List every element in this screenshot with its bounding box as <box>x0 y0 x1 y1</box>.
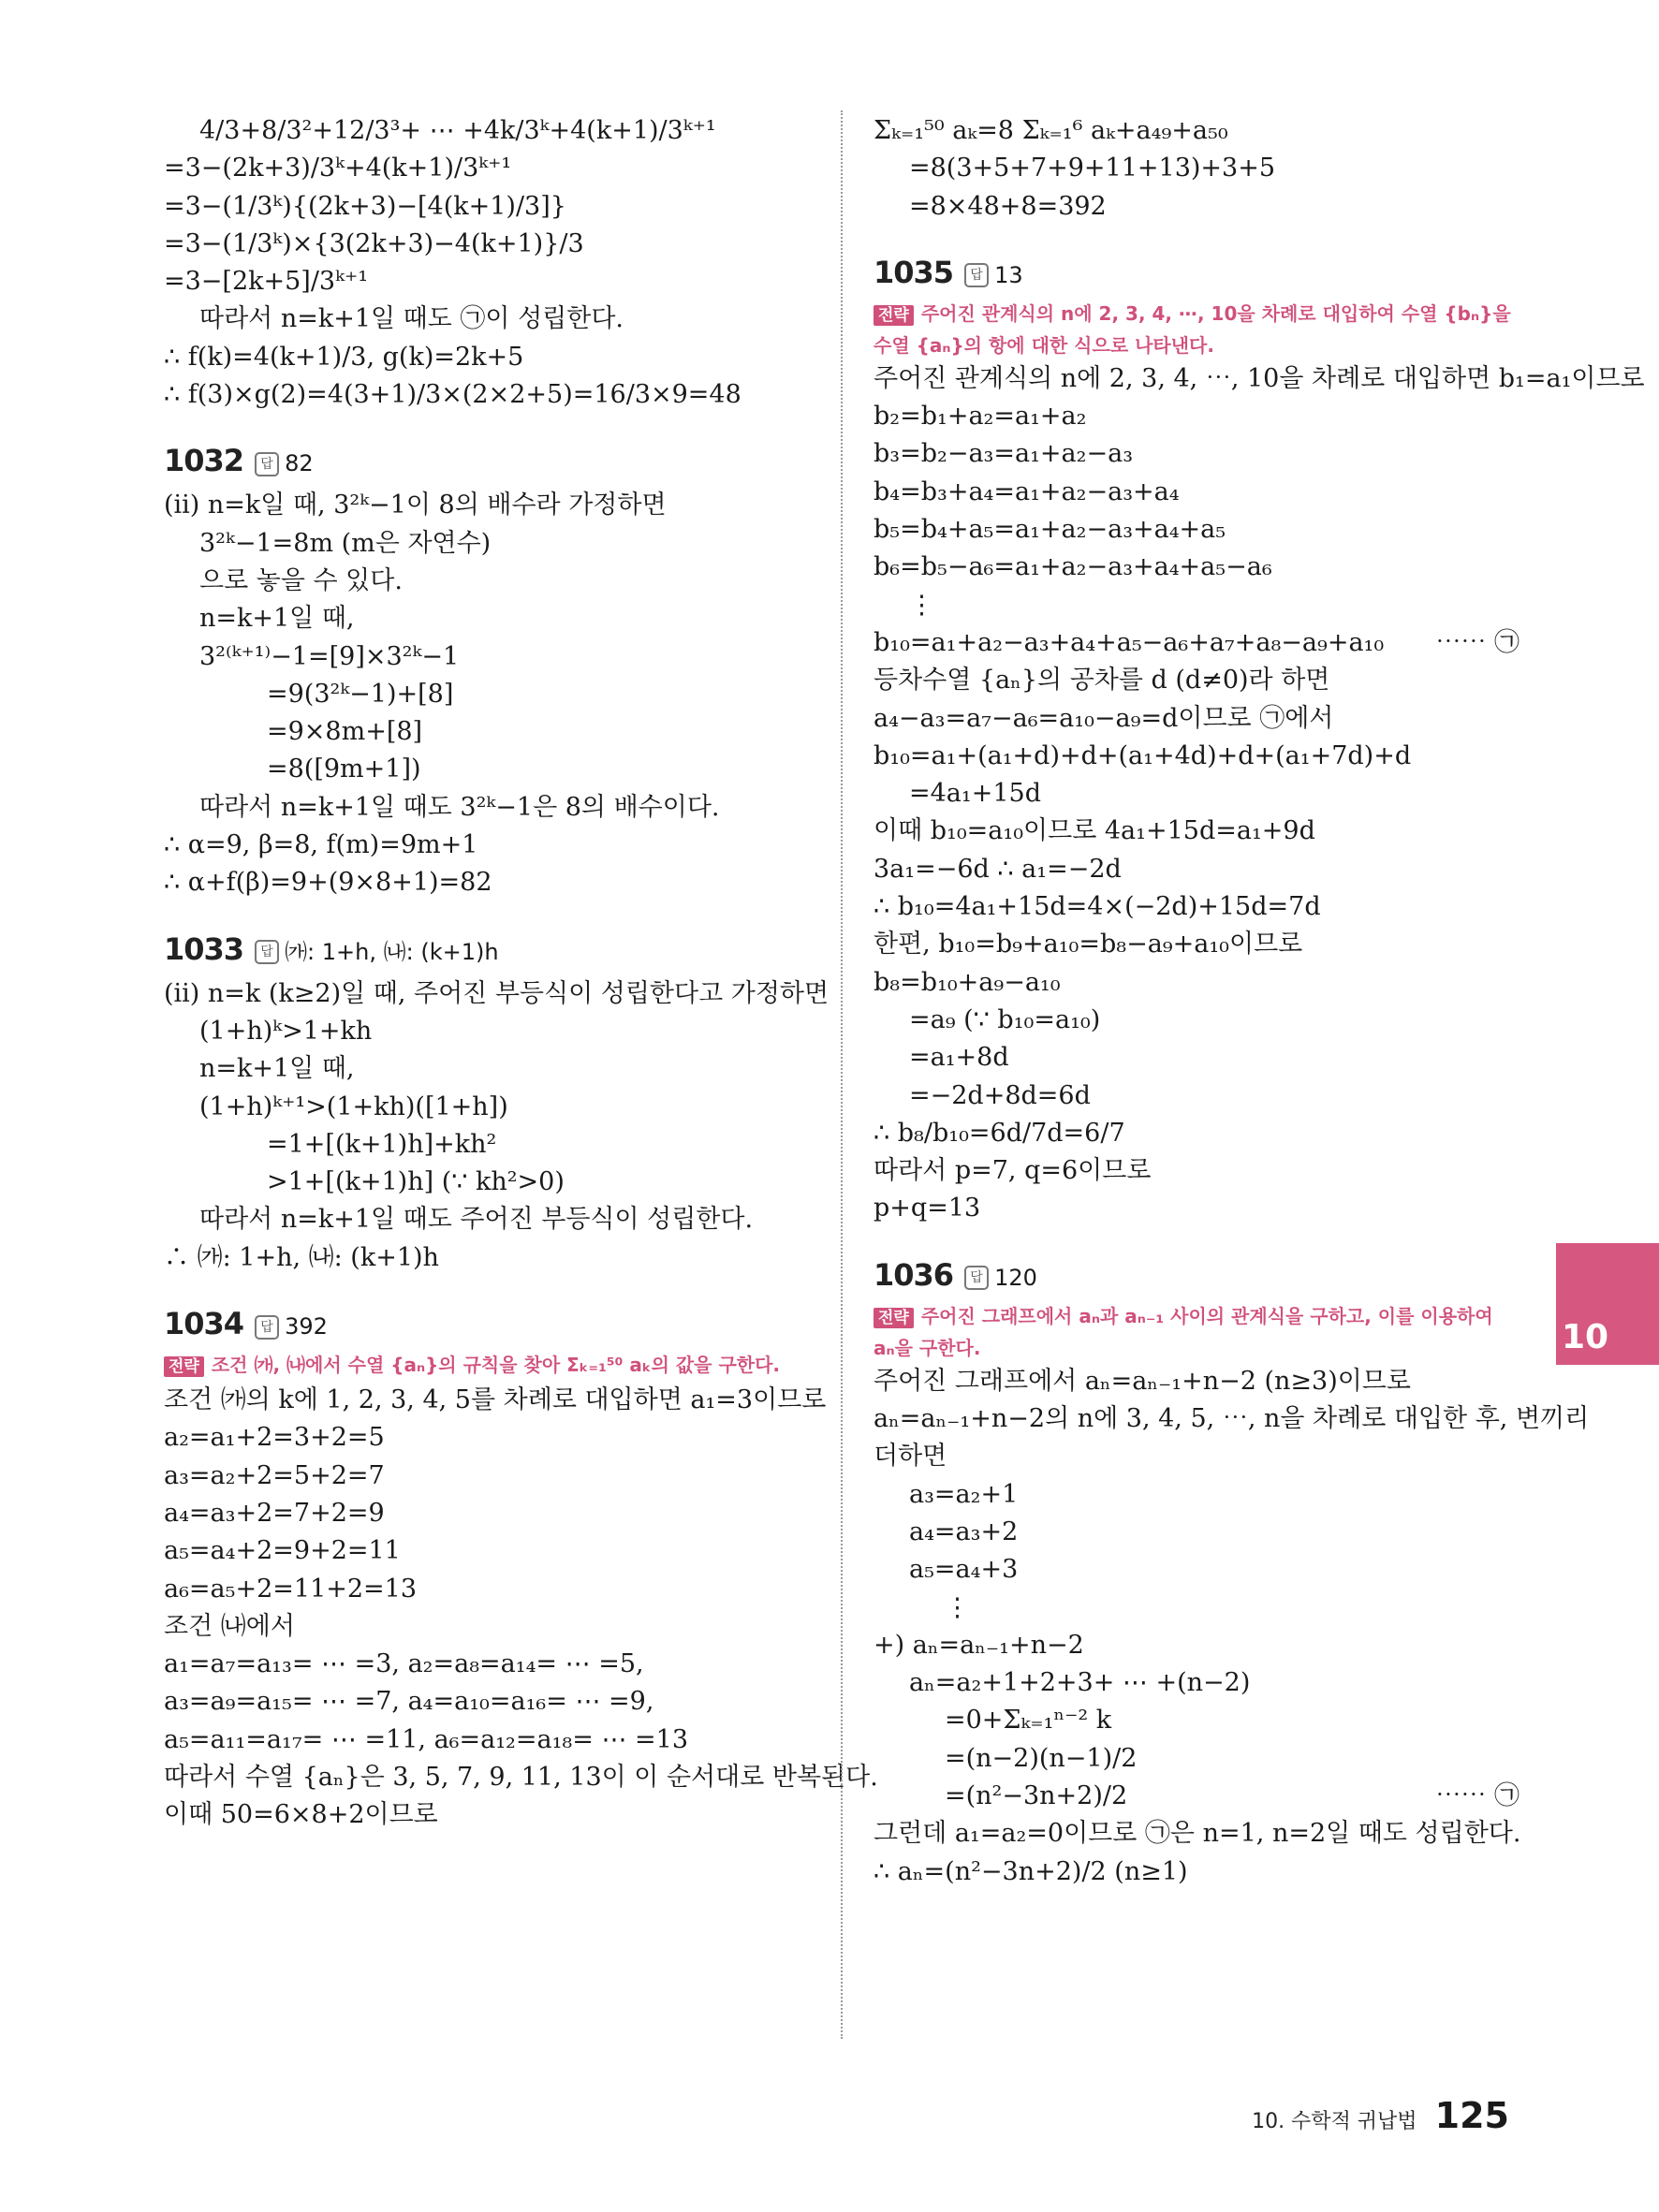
math-line <box>874 150 1520 187</box>
math-line <box>874 1514 1520 1551</box>
math-line <box>874 1476 1520 1514</box>
math-text: 으로 놓을 수 있다. <box>199 565 403 595</box>
math-text: 주어진 그래프에서 aₙ=aₙ₋₁+n−2 (n≥3)이므로 <box>874 1366 1411 1396</box>
strategy-badge: 전략 <box>874 305 914 326</box>
math-text: 한편, b₁₀=b₉+a₁₀=b₈−a₉+a₁₀이므로 <box>874 930 1303 960</box>
right-column <box>874 112 1645 1891</box>
math-text: =−2d+8d=6d <box>909 1080 1091 1110</box>
math-line <box>164 751 838 788</box>
math-text: =4a₁+15d <box>909 779 1041 809</box>
math-text: b₈=b₁₀+a₉−a₁₀ <box>874 967 1061 997</box>
math-line <box>164 1571 838 1608</box>
math-line <box>874 226 1520 246</box>
math-line <box>164 1201 838 1238</box>
answer-icon: 답 <box>964 1266 989 1290</box>
answer-value: ㈎: 1+h, ㈏: (k+1)h <box>285 938 499 965</box>
equation-marker: ⋯⋯ ㉠ <box>1435 1780 1520 1810</box>
math-line <box>164 789 838 827</box>
math-line <box>164 713 838 751</box>
math-text: =8×48+8=392 <box>909 191 1107 221</box>
math-line <box>874 1664 1520 1702</box>
math-text: a₃=a₂+2=5+2=7 <box>164 1460 385 1490</box>
math-line <box>874 738 1520 775</box>
strategy-badge: 전략 <box>164 1356 204 1377</box>
footer-chapter: 10. 수학적 귀납법 <box>1252 2110 1417 2133</box>
math-line <box>164 188 838 226</box>
math-line <box>874 435 1520 473</box>
math-line <box>874 775 1520 813</box>
math-line <box>874 1002 1520 1039</box>
math-text: +) aₙ=aₙ₋₁+n−2 <box>874 1630 1084 1660</box>
math-line <box>164 112 838 150</box>
math-text: (1+h)ᵏ⁺¹>(1+kh)([1+h]) <box>199 1091 508 1121</box>
math-text: aₙ=aₙ₋₁+n−2의 n에 3, 4, 5, ⋯, n을 차례로 대입한 후, 변끼리 <box>874 1404 1590 1434</box>
math-line <box>874 1702 1520 1739</box>
math-line <box>164 1277 838 1297</box>
math-line <box>874 851 1520 888</box>
math-line <box>874 964 1520 1002</box>
math-text: ∴ aₙ=(n²−3n+2)/2 (n≥1) <box>874 1856 1188 1886</box>
math-text: aₙ=a₂+1+2+3+ ⋯ +(n−2) <box>909 1668 1251 1698</box>
math-text: 주어진 관계식의 n에 2, 3, 4, ⋯, 10을 차례로 대입하면 b₁=a₁이므로 <box>874 363 1645 393</box>
math-text: 3²ᵏ−1=8m (m은 자연수) <box>199 528 492 558</box>
math-line <box>874 1039 1520 1077</box>
chapter-tab-label: 10 <box>1562 1318 1609 1356</box>
math-line <box>874 662 1520 699</box>
answer-icon: 답 <box>255 1315 279 1340</box>
math-text: 3a₁=−6d ∴ a₁=−2d <box>874 854 1122 884</box>
math-text: b₁₀=a₁+(a₁+d)+d+(a₁+4d)+d+(a₁+7d)+d <box>874 740 1412 770</box>
math-line <box>874 511 1520 549</box>
math-line <box>164 339 838 376</box>
math-line <box>164 975 838 1013</box>
problem-header <box>164 434 838 487</box>
strategy-text: 주어진 관계식의 n에 2, 3, 4, ⋯, 10을 차례로 대입하여 수열 {bₙ}을 수열 {aₙ}의 항에 대한 식으로 나타낸다. <box>874 301 1511 357</box>
problem-number: 1032 <box>164 443 244 479</box>
strategy-text: 주어진 그래프에서 aₙ과 aₙ₋₁ 사이의 관계식을 구하고, 이를 이용하여 aₙ을 구한다. <box>874 1304 1493 1359</box>
math-line <box>874 188 1520 226</box>
math-line <box>874 1815 1520 1853</box>
math-line <box>164 600 838 637</box>
math-text: b₄=b₃+a₄=a₁+a₂−a₃+a₄ <box>874 476 1180 506</box>
math-line <box>874 1363 1520 1400</box>
math-line <box>164 827 838 864</box>
math-text: (ⅱ) n=k일 때, 3²ᵏ−1이 8의 배수라 가정하면 <box>164 491 667 520</box>
math-text: a₃=a₉=a₁₅= ⋯ =7, a₄=a₁₀=a₁₆= ⋯ =9, <box>164 1687 654 1717</box>
math-text: 그런데 a₁=a₂=0이므로 ㉠은 n=1, n=2일 때도 성립한다. <box>874 1819 1521 1849</box>
math-text: 따라서 n=k+1일 때도 3²ᵏ−1은 8의 배수이다. <box>199 792 720 822</box>
math-text: Σₖ₌₁⁵⁰ aₖ=8 Σₖ₌₁⁶ aₖ+a₄₉+a₅₀ <box>874 116 1228 145</box>
math-text: =a₉ (∵ b₁₀=a₁₀) <box>909 1004 1101 1034</box>
math-line <box>874 398 1520 435</box>
math-text: 4/3+8/3²+12/3³+ ⋯ +4k/3ᵏ+4(k+1)/3ᵏ⁺¹ <box>199 116 716 145</box>
math-text: =8([9m+1]) <box>267 754 421 784</box>
chapter-tab <box>1556 1243 1659 1365</box>
math-text: =(n²−3n+2)/2 <box>945 1780 1128 1810</box>
math-text: (ⅱ) n=k (k≥2)일 때, 주어진 부등식이 성립한다고 가정하면 <box>164 978 830 1008</box>
answer-icon: 답 <box>255 452 279 476</box>
math-text: =1+[(k+1)h]+kh² <box>267 1129 497 1159</box>
math-text: a₃=a₂+1 <box>909 1479 1019 1509</box>
answer-value: 392 <box>285 1313 328 1340</box>
math-line <box>874 1077 1520 1115</box>
equation-marker: ⋯⋯ ㉠ <box>1435 627 1520 657</box>
math-line <box>874 1853 1520 1891</box>
math-text: 따라서 n=k+1일 때도 주어진 부등식이 성립한다. <box>199 1205 754 1235</box>
math-line <box>874 700 1520 738</box>
math-line <box>874 549 1520 586</box>
math-line <box>164 1239 838 1277</box>
math-text: (1+h)ᵏ>1+kh <box>199 1016 373 1046</box>
math-text: b₂=b₁+a₂=a₁+a₂ <box>874 402 1087 432</box>
math-text: =3−(1/3ᵏ)×{3(2k+3)−4(k+1)}/3 <box>164 228 584 258</box>
math-text: p+q=13 <box>874 1194 981 1223</box>
strategy-text: 조건 ㈎, ㈏에서 수열 {aₙ}의 규칙을 찾아 Σₖ₌₁⁵⁰ aₖ의 값을 구한다. <box>211 1354 781 1377</box>
math-text: 조건 ㈎의 k에 1, 2, 3, 4, 5를 차례로 대입하면 a₁=3이므로 <box>164 1385 827 1415</box>
strategy-note <box>874 299 1520 360</box>
left-column <box>164 112 878 1835</box>
math-text: a₅=a₄+2=9+2=11 <box>164 1536 401 1566</box>
problem-number: 1036 <box>874 1256 954 1293</box>
math-text: 따라서 n=k+1일 때도 ㉠이 성립한다. <box>199 304 624 334</box>
math-text: 이때 b₁₀=a₁₀이므로 4a₁+15d=a₁+9d <box>874 816 1315 846</box>
math-line <box>164 1089 838 1126</box>
column-divider <box>841 110 843 2039</box>
answer-icon: 답 <box>255 940 279 964</box>
math-line <box>874 1190 1520 1227</box>
math-text: 조건 ㈏에서 <box>164 1611 295 1641</box>
problem-header <box>874 1249 1520 1301</box>
math-text: 등차수열 {aₙ}의 공차를 d (d≠0)라 하면 <box>874 666 1330 696</box>
math-text: a₁=a₇=a₁₃= ⋯ =3, a₂=a₈=a₁₄= ⋯ =5, <box>164 1649 644 1679</box>
math-line <box>164 902 838 923</box>
math-line <box>874 1400 1590 1438</box>
math-text: ∴ f(3)×g(2)=4(3+1)/3×(2×2+5)=16/3×9=48 <box>164 380 741 410</box>
strategy-badge: 전략 <box>874 1308 914 1328</box>
math-text: =9(3²ᵏ−1)+[8] <box>267 679 454 709</box>
strategy-note <box>874 1301 1520 1363</box>
math-text: a₅=a₁₁=a₁₇= ⋯ =11, a₆=a₁₂=a₁₈= ⋯ =13 <box>164 1724 689 1754</box>
math-line <box>874 1438 1520 1475</box>
math-text: =9×8m+[8] <box>267 717 423 747</box>
problem-number: 1033 <box>164 930 244 967</box>
math-line <box>164 638 838 676</box>
math-line <box>164 487 838 524</box>
math-line <box>164 1164 838 1201</box>
math-text: n=k+1일 때, <box>199 604 355 634</box>
problem-header <box>164 923 838 975</box>
strategy-note <box>164 1350 838 1382</box>
answer-value: 82 <box>285 450 314 477</box>
math-text: b₃=b₂−a₃=a₁+a₂−a₃ <box>874 439 1134 469</box>
math-text: a₄−a₃=a₇−a₆=a₁₀−a₉=d이므로 ㉠에서 <box>874 703 1334 733</box>
math-line <box>164 864 838 901</box>
math-line <box>874 360 1645 398</box>
math-text: b₁₀=a₁+a₂−a₃+a₄+a₅−a₆+a₇+a₈−a₉+a₁₀ <box>874 627 1385 657</box>
answer-icon: 답 <box>964 263 989 287</box>
math-text: =(n−2)(n−1)/2 <box>945 1743 1138 1773</box>
math-line <box>874 1589 1520 1627</box>
math-line <box>164 1382 838 1419</box>
math-text: 따라서 수열 {aₙ}은 3, 5, 7, 9, 11, 13이 이 순서대로 반복된다. <box>164 1762 878 1792</box>
math-text: a₄=a₃+2 <box>909 1516 1019 1546</box>
math-line <box>874 624 1520 662</box>
math-text: =3−[2k+5]/3ᵏ⁺¹ <box>164 267 369 297</box>
math-line <box>874 1627 1520 1664</box>
math-line <box>164 676 838 713</box>
math-line <box>164 150 838 187</box>
page-number: 125 <box>1434 2095 1509 2136</box>
math-text: =8(3+5+7+9+11+13)+3+5 <box>909 154 1276 183</box>
math-text: =0+Σₖ₌₁ⁿ⁻² k <box>945 1706 1112 1736</box>
math-text: ∴ b₈/b₁₀=6d/7d=6/7 <box>874 1118 1125 1148</box>
math-text: =a₁+8d <box>909 1043 1009 1073</box>
math-line <box>164 1495 838 1532</box>
math-line <box>874 1740 1520 1778</box>
math-line <box>164 226 838 263</box>
problem-number: 1034 <box>164 1306 244 1342</box>
math-text: a₅=a₄+3 <box>909 1555 1019 1585</box>
math-line <box>874 1778 1520 1815</box>
math-text: 더하면 <box>874 1442 947 1472</box>
math-text: ∴ α+f(β)=9+(9×8+1)=82 <box>164 868 492 898</box>
math-text: a₂=a₁+2=3+2=5 <box>164 1423 385 1453</box>
math-line <box>164 1532 838 1570</box>
math-line <box>874 888 1520 926</box>
math-text: b₆=b₅−a₆=a₁+a₂−a₃+a₄+a₅−a₆ <box>874 552 1272 582</box>
math-line <box>164 1646 838 1683</box>
problem-header <box>164 1297 838 1350</box>
math-text: =3−(2k+3)/3ᵏ+4(k+1)/3ᵏ⁺¹ <box>164 154 512 183</box>
math-text: ⋮ <box>909 590 934 620</box>
math-line <box>874 813 1520 850</box>
math-line <box>874 587 1520 624</box>
math-text: n=k+1일 때, <box>199 1054 355 1084</box>
math-line <box>164 263 838 300</box>
math-text: a₆=a₅+2=11+2=13 <box>164 1574 418 1604</box>
math-line <box>164 1013 838 1050</box>
math-line <box>874 1551 1520 1589</box>
math-line <box>164 300 838 338</box>
math-line <box>164 1683 838 1721</box>
math-text: 따라서 p=7, q=6이므로 <box>874 1156 1152 1186</box>
math-line <box>164 1050 838 1088</box>
problem-header <box>874 246 1520 299</box>
math-line <box>164 1796 838 1834</box>
math-text: b₅=b₄+a₅=a₁+a₂−a₃+a₄+a₅ <box>874 515 1226 545</box>
math-text: ∴ f(k)=4(k+1)/3, g(k)=2k+5 <box>164 342 524 372</box>
math-line <box>164 1608 838 1646</box>
math-text: =3−(1/3ᵏ){(2k+3)−[4(k+1)/3]} <box>164 191 566 221</box>
math-line <box>164 525 838 563</box>
page-footer <box>1252 2095 1509 2136</box>
answer-value: 120 <box>994 1264 1037 1291</box>
math-text: ∴ b₁₀=4a₁+15d=4×(−2d)+15d=7d <box>874 892 1321 922</box>
math-text: ⋮ <box>945 1592 970 1622</box>
math-line <box>164 1126 838 1164</box>
math-line <box>164 376 838 414</box>
answer-value: 13 <box>994 261 1023 288</box>
math-line <box>164 1721 838 1759</box>
math-line <box>164 414 838 434</box>
math-text: a₄=a₃+2=7+2=9 <box>164 1498 385 1528</box>
math-line <box>164 563 838 600</box>
math-line <box>164 1759 878 1796</box>
math-text: ∴ ㈎: 1+h, ㈏: (k+1)h <box>164 1242 439 1272</box>
math-line <box>874 1228 1520 1249</box>
math-text: ∴ α=9, β=8, f(m)=9m+1 <box>164 830 478 860</box>
math-line <box>874 1152 1520 1190</box>
math-text: 3²⁽ᵏ⁺¹⁾−1=[9]×3²ᵏ−1 <box>199 641 460 671</box>
math-text: >1+[(k+1)h] (∵ kh²>0) <box>267 1167 565 1197</box>
math-line <box>874 1115 1520 1152</box>
problem-number: 1035 <box>874 254 954 290</box>
math-text: 이때 50=6×8+2이므로 <box>164 1800 438 1830</box>
math-line <box>164 1419 838 1457</box>
math-line <box>874 474 1520 511</box>
math-line <box>874 112 1520 150</box>
math-line <box>874 926 1520 963</box>
math-line <box>164 1458 838 1495</box>
